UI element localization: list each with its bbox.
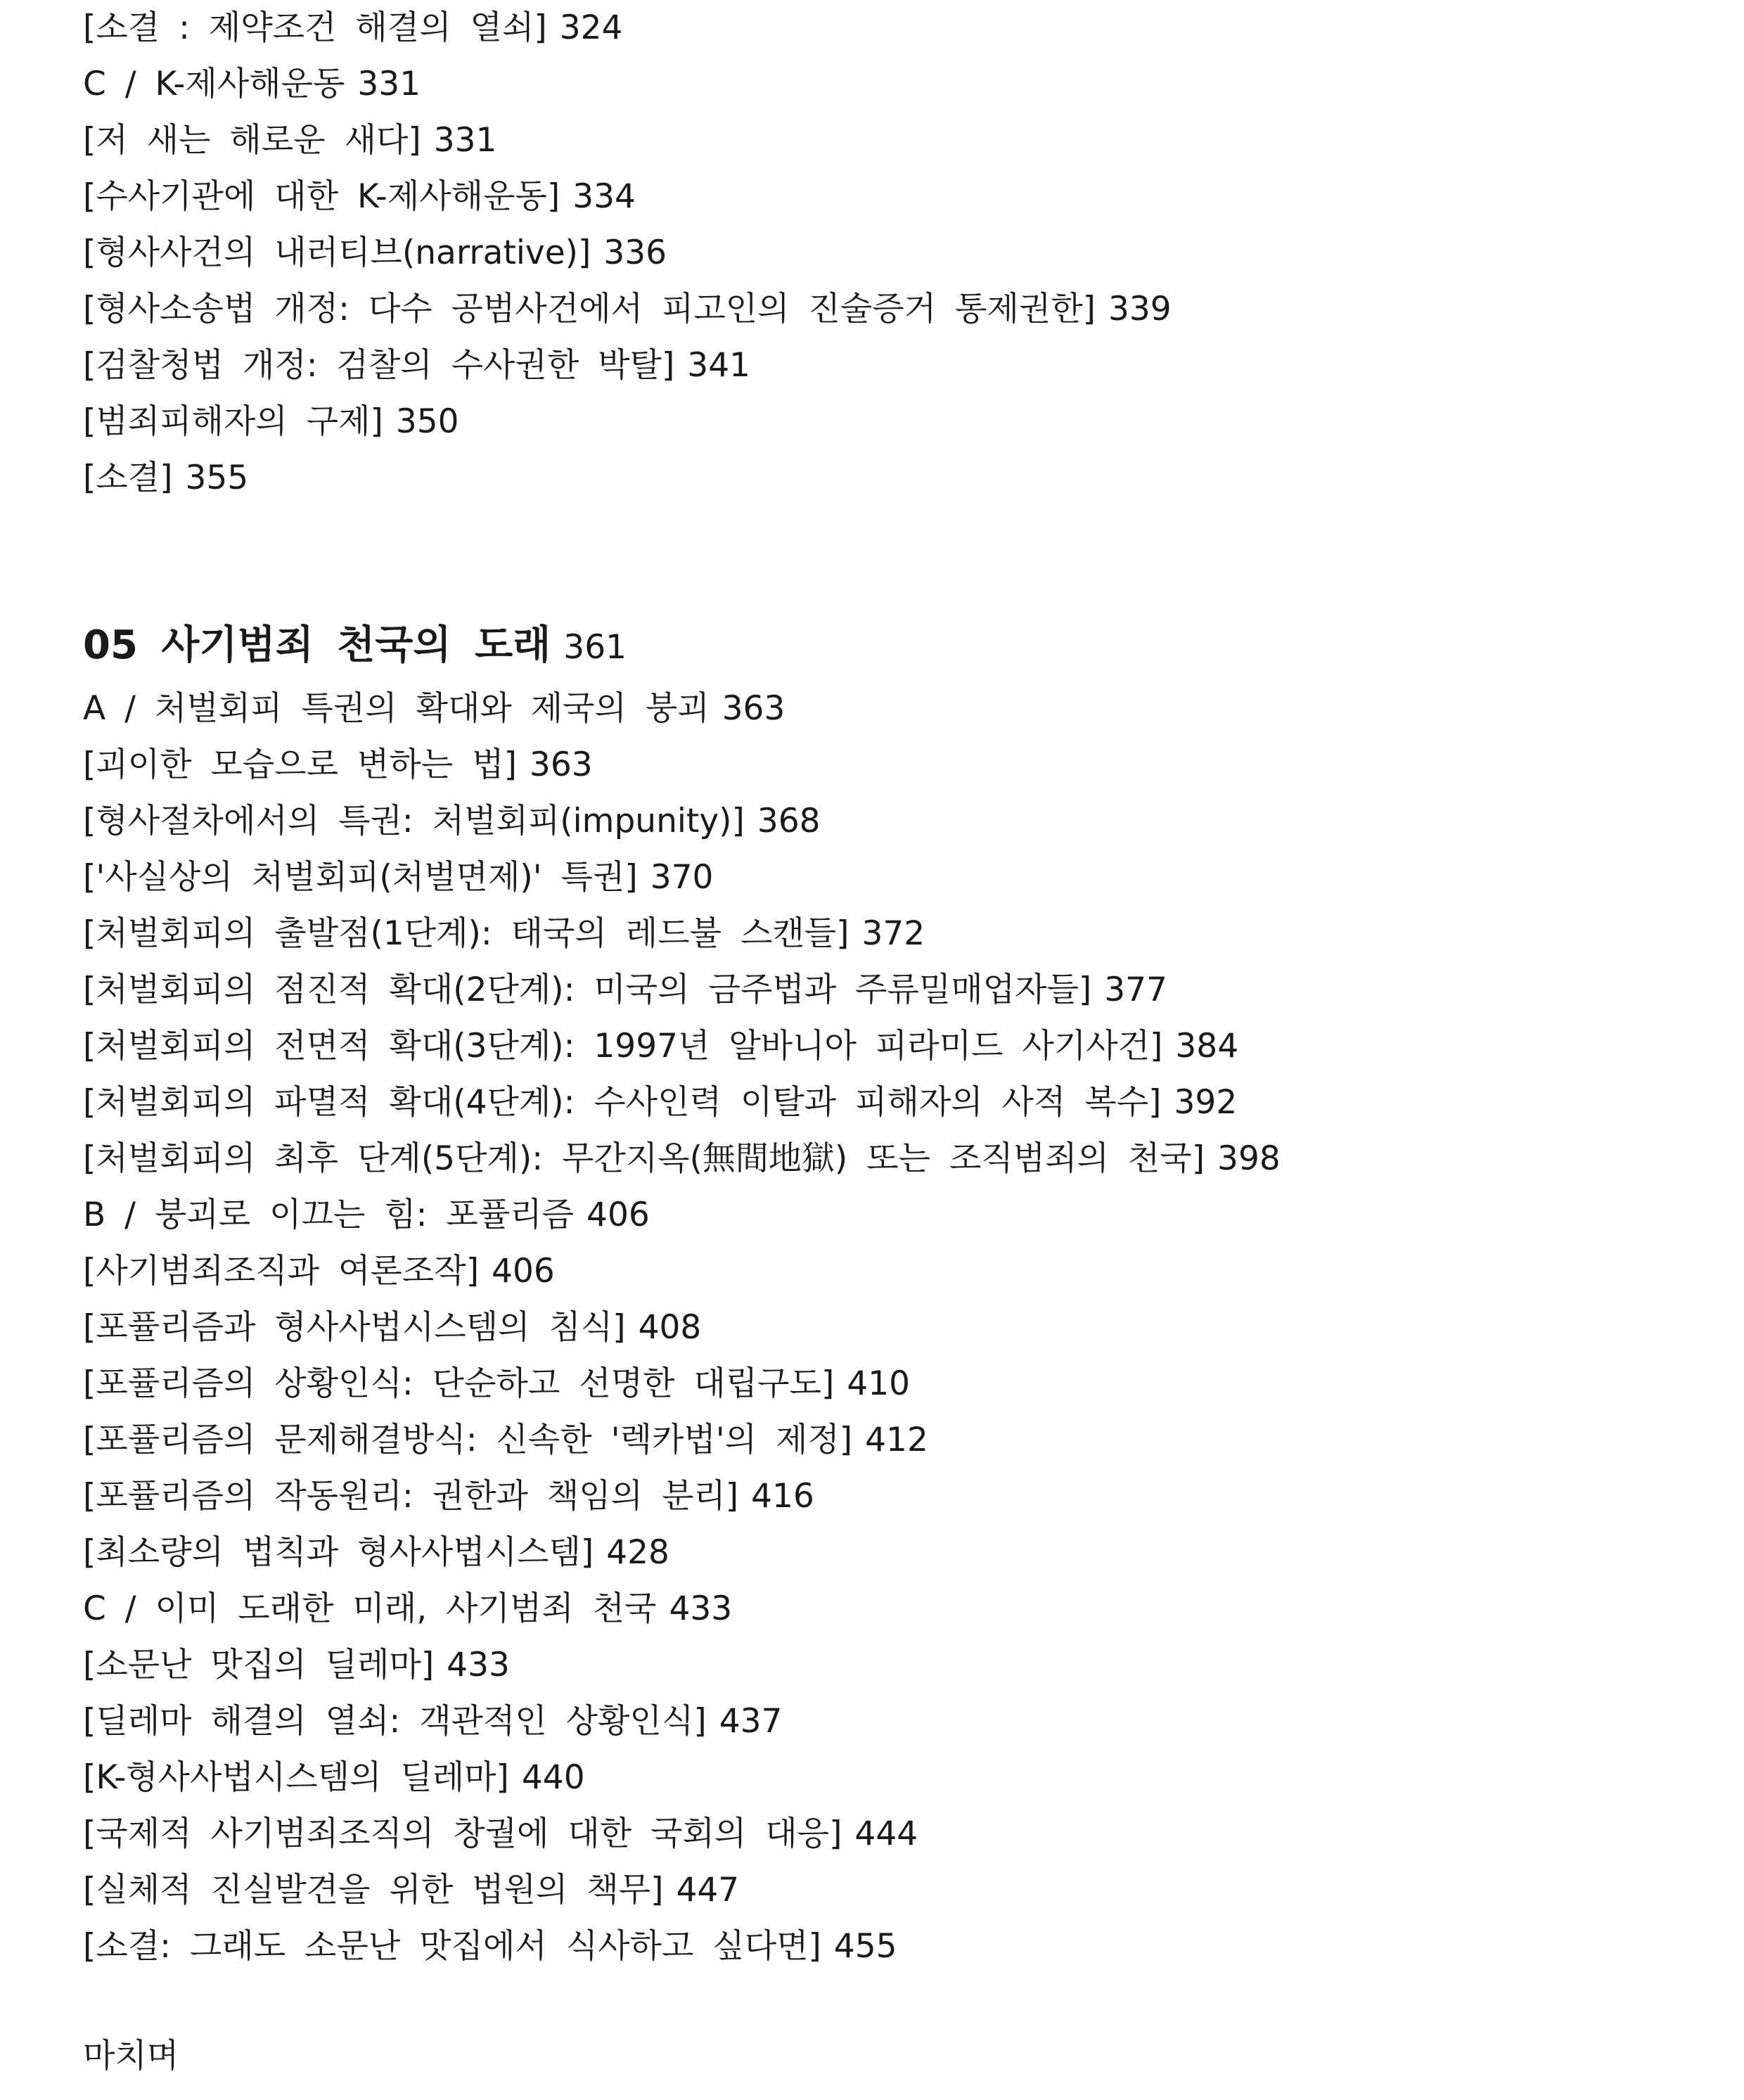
toc-entry xyxy=(83,56,1700,113)
toc-entry xyxy=(83,1806,1700,1862)
toc-entry xyxy=(83,281,1700,338)
toc-entry-page-number: 433 xyxy=(447,1646,510,1684)
toc-entry-title: [포퓰리즘의 상황인식: 단순하고 선명한 대립구도] xyxy=(83,1364,835,1403)
toc-entry xyxy=(83,169,1700,225)
toc-entry-page-number: 350 xyxy=(395,402,459,441)
toc-entry xyxy=(83,962,1700,1018)
toc-entry-title: [포퓰리즘의 작동원리: 권한과 책임의 분리] xyxy=(83,1477,739,1516)
toc-entry-title: [딜레마 해결의 열쇠: 객관적인 상황인식] xyxy=(83,1702,707,1741)
toc-entry-title: [실체적 진실발견을 위한 법원의 책무] xyxy=(83,1871,664,1909)
toc-entry-title: [검찰청법 개정: 검찰의 수사권한 박탈] xyxy=(83,346,675,385)
closing-heading: 마치며 xyxy=(83,2037,179,2075)
top-entry-list xyxy=(83,0,1700,506)
toc-entry-page-number: 355 xyxy=(185,459,249,497)
toc-entry-title: [소결] xyxy=(83,459,173,497)
toc-entry-page-number: 392 xyxy=(1174,1083,1238,1122)
toc-entry-title: [수사기관에 대한 K-제사해운동] xyxy=(83,177,560,216)
toc-entry xyxy=(83,1075,1700,1131)
table-of-contents xyxy=(83,0,1700,2085)
toc-entry-title: [소결: 그래도 소문난 맛집에서 식사하고 싶다면] xyxy=(83,1927,821,1966)
toc-entry-title: [저 새는 해로운 새다] xyxy=(83,121,421,160)
chapter-heading xyxy=(83,610,1700,681)
toc-entry-title: [처벌회피의 전면적 확대(3단계): 1997년 알바니아 피라미드 사기사건] xyxy=(83,1027,1163,1065)
toc-entry xyxy=(83,1187,1700,1243)
toc-entry-page-number: 331 xyxy=(357,65,421,103)
toc-entry xyxy=(83,1525,1700,1581)
chapter-entry-list xyxy=(83,681,1700,1975)
toc-entry xyxy=(83,1243,1700,1300)
toc-entry xyxy=(83,793,1700,850)
toc-entry-title: ['사실상의 처벌회피(처벌면제)' 특권] xyxy=(83,858,638,897)
toc-entry-page-number: 384 xyxy=(1175,1027,1239,1065)
toc-entry xyxy=(83,225,1700,281)
toc-entry-page-number: 363 xyxy=(529,745,593,784)
toc-entry xyxy=(83,737,1700,793)
toc-entry-page-number: 406 xyxy=(492,1252,555,1291)
toc-entry-page-number: 368 xyxy=(757,802,821,840)
toc-entry-page-number: 416 xyxy=(751,1477,814,1516)
toc-entry xyxy=(83,1750,1700,1806)
toc-entry xyxy=(83,113,1700,169)
chapter-title: 05 사기범죄 천국의 도래 xyxy=(83,622,551,668)
toc-entry xyxy=(83,1468,1700,1525)
toc-entry-title: [국제적 사기범죄조직의 창궐에 대한 국회의 대응] xyxy=(83,1814,842,1853)
toc-entry-page-number: 433 xyxy=(669,1589,733,1628)
toc-entry xyxy=(83,906,1700,962)
toc-entry-page-number: 341 xyxy=(687,346,751,385)
toc-entry-title: [K-형사사법시스템의 딜레마] xyxy=(83,1758,509,1797)
toc-entry xyxy=(83,394,1700,450)
toc-entry-page-number: 412 xyxy=(865,1421,928,1459)
toc-entry xyxy=(83,450,1700,506)
toc-entry xyxy=(83,1919,1700,1975)
toc-entry-page-number: 437 xyxy=(719,1702,783,1741)
toc-entry-page-number: 324 xyxy=(559,8,623,47)
toc-entry-title: [처벌회피의 파멸적 확대(4단계): 수사인력 이탈과 피해자의 사적 복수] xyxy=(83,1083,1162,1122)
toc-entry-page-number: 408 xyxy=(638,1308,702,1347)
toc-entry-title: [최소량의 법칙과 형사사법시스템] xyxy=(83,1533,594,1572)
toc-entry xyxy=(83,1637,1700,1694)
toc-entry-page-number: 363 xyxy=(722,689,786,728)
toc-entry-title: [소결 : 제약조건 해결의 열쇠] xyxy=(83,8,547,47)
toc-entry xyxy=(83,0,1700,56)
toc-entry-page-number: 455 xyxy=(833,1927,897,1966)
toc-entry xyxy=(83,1581,1700,1637)
toc-entry-title: [처벌회피의 출발점(1단계): 태국의 레드불 스캔들] xyxy=(83,914,849,953)
toc-entry-page-number: 377 xyxy=(1104,971,1167,1009)
toc-entry-title: [괴이한 모습으로 변하는 법] xyxy=(83,745,517,784)
toc-entry-title: [형사절차에서의 특권: 처벌회피(impunity)] xyxy=(83,802,745,840)
toc-entry-page-number: 336 xyxy=(603,233,667,272)
toc-entry-title: [포퓰리즘의 문제해결방식: 신속한 '렉카법'의 제정] xyxy=(83,1421,853,1459)
chapter-page-number: 361 xyxy=(563,628,627,667)
toc-entry-page-number: 410 xyxy=(847,1364,911,1403)
toc-entry-page-number: 440 xyxy=(521,1758,585,1797)
toc-entry-title: [처벌회피의 점진적 확대(2단계): 미국의 금주법과 주류밀매업자들] xyxy=(83,971,1092,1009)
toc-entry-page-number: 447 xyxy=(676,1871,740,1909)
toc-entry-title: [포퓰리즘과 형사사법시스템의 침식] xyxy=(83,1308,626,1347)
toc-entry-title: [사기범죄조직과 여론조작] xyxy=(83,1252,480,1291)
toc-entry-page-number: 398 xyxy=(1217,1139,1281,1178)
toc-entry xyxy=(83,1694,1700,1750)
toc-entry-page-number: 406 xyxy=(586,1196,650,1234)
toc-entry xyxy=(83,850,1700,906)
toc-entry-page-number: 444 xyxy=(854,1814,918,1853)
toc-entry-page-number: 372 xyxy=(861,914,925,953)
toc-entry xyxy=(83,1300,1700,1356)
toc-entry-title: C / 이미 도래한 미래, 사기범죄 천국 xyxy=(83,1589,657,1628)
toc-entry-page-number: 331 xyxy=(433,121,497,160)
toc-entry xyxy=(83,1356,1700,1412)
toc-entry-title: [형사소송법 개정: 다수 공범사건에서 피고인의 진술증거 통제권한] xyxy=(83,290,1096,328)
toc-entry xyxy=(83,338,1700,394)
toc-entry-page-number: 428 xyxy=(606,1533,669,1572)
toc-entry-title: [범죄피해자의 구제] xyxy=(83,402,383,441)
toc-entry-title: [처벌회피의 최후 단계(5단계): 무간지옥(無間地獄) 또는 조직범죄의 천국] xyxy=(83,1139,1205,1178)
toc-entry-page-number: 339 xyxy=(1108,290,1172,328)
toc-entry xyxy=(83,681,1700,737)
toc-entry-page-number: 334 xyxy=(572,177,636,216)
toc-entry xyxy=(83,1862,1700,1919)
toc-entry-title: [소문난 맛집의 딜레마] xyxy=(83,1646,435,1684)
toc-entry-title: [형사사건의 내러티브(narrative)] xyxy=(83,233,591,272)
toc-entry-title: A / 처벌회피 특권의 확대와 제국의 붕괴 xyxy=(83,689,710,728)
toc-entry xyxy=(83,1131,1700,1187)
toc-entry xyxy=(83,1018,1700,1075)
toc-entry-title: C / K-제사해운동 xyxy=(83,65,345,103)
toc-entry-title: B / 붕괴로 이끄는 힘: 포퓰리즘 xyxy=(83,1196,575,1234)
toc-entry xyxy=(83,1412,1700,1468)
toc-entry-page-number: 370 xyxy=(650,858,714,897)
